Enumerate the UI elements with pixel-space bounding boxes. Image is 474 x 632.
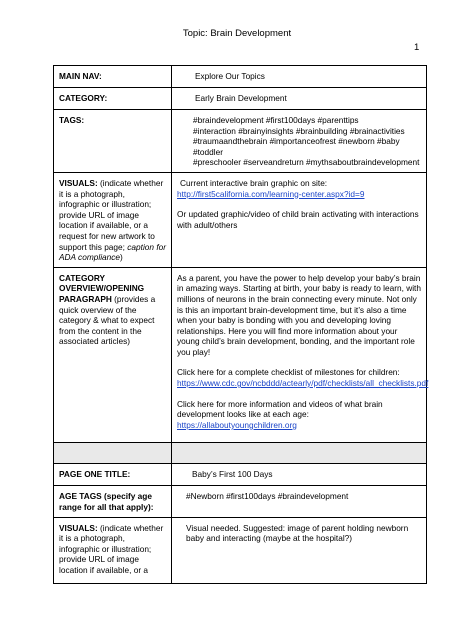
milestones-checklist-link[interactable]: https://www.cdc.gov/ncbddd/actearly/pdf/checklists/all_checklists.pdf <box>177 378 429 389</box>
visuals-label-end: ) <box>120 252 123 263</box>
table-row-tags <box>54 110 427 173</box>
visuals-page-one-label-bold: VISUALS: <box>59 522 98 533</box>
brain-graphic-link[interactable]: http://first5california.com/learning-center.aspx?id=9 <box>177 188 365 199</box>
visuals-label-italic: caption for ADA compliance <box>59 241 167 263</box>
overview-label-desc: (provides a quick overview of the category & what to expect from the content in the associated articles) <box>59 293 156 347</box>
overview-paragraph: As a parent, you have the power to help develop your baby’s brain in amazing ways. Starting at birth, your baby is ready to learn, with millions of neurons in the brain connecting every minute. Not only is this an important brain-development time, but it’s also a time when your baby is bonding with you and developing loving relationships. Here you will find more information about your young child’s brain development, bonding, and the important role you play! <box>177 272 421 357</box>
milestones-text: Click here for a complete checklist of milestones for children: <box>177 367 400 378</box>
table-row-visuals <box>54 172 427 267</box>
main-nav-label: MAIN NAV: <box>54 66 172 88</box>
table-row-overview <box>54 267 427 443</box>
page-number: 1 <box>414 42 420 53</box>
visuals-label-bold: VISUALS: <box>59 177 98 188</box>
tags-line: #interaction #brainyinsights #brainbuilding #brainactivities <box>193 125 405 136</box>
more-info-label: Click here for more information and videos of what brain development looks like at each age: <box>177 398 383 420</box>
visuals-current-text: Current interactive brain graphic on site: <box>180 177 328 188</box>
overview-label-bold: CATEGORY OVERVIEW/OPENING PARAGRAPH <box>59 272 145 304</box>
tags-label: TAGS: <box>54 110 172 173</box>
visuals-page-one-label-desc: (indicate whether it is a photograph, infographic or illustration; provide URL of image location if available, or a <box>59 522 164 575</box>
table-row-visuals-page-one <box>54 517 427 583</box>
tags-line: #braindevelopment #first100days #parenttips <box>193 115 359 125</box>
page-one-title-value: Baby’s First 100 Days <box>172 464 427 486</box>
tags-value <box>172 110 427 173</box>
overview-value <box>172 267 427 443</box>
visuals-value <box>172 172 427 267</box>
category-label: CATEGORY: <box>54 88 172 110</box>
visuals-page-one-label <box>54 517 172 583</box>
table-row-page-one-title <box>54 464 427 486</box>
content-brief-table <box>53 65 427 584</box>
tags-line: #traumaandthebrain #importanceofrest #newborn #baby #toddler <box>193 136 400 157</box>
age-tags-value: #Newborn #first100days #braindevelopment <box>172 486 427 517</box>
more-info-text <box>177 399 421 431</box>
tags-line: #preschooler #serveandreturn #mythsaboutbraindevelopment <box>193 157 420 168</box>
visuals-page-one-value: Visual needed. Suggested: image of parent holding newborn baby and interacting (maybe at the hospital?) <box>172 517 427 583</box>
main-nav-value: Explore Our Topics <box>172 66 427 88</box>
visuals-label <box>54 172 172 267</box>
table-row-age-tags <box>54 486 427 517</box>
visuals-label-desc: (indicate whether it is a photograph, infographic or illustration; provide URL of image location if available, or a request for new artwork to support this page; <box>59 177 164 252</box>
all-about-young-children-link[interactable]: https://allaboutyoungchildren.org <box>177 419 297 430</box>
divider-cell <box>172 443 427 464</box>
table-row-category <box>54 88 427 110</box>
table-row-main-nav <box>54 66 427 88</box>
category-value: Early Brain Development <box>172 88 427 110</box>
visuals-alternative-text: Or updated graphic/video of child brain activating with interactions with adult/others <box>177 209 419 230</box>
page-one-title-label: PAGE ONE TITLE: <box>54 464 172 486</box>
overview-label <box>54 267 172 443</box>
age-tags-label: AGE TAGS (specify age range for all that apply): <box>54 486 172 517</box>
table-row-divider <box>54 443 427 464</box>
divider-cell <box>54 443 172 464</box>
document-topic-header: Topic: Brain Development <box>182 28 292 39</box>
